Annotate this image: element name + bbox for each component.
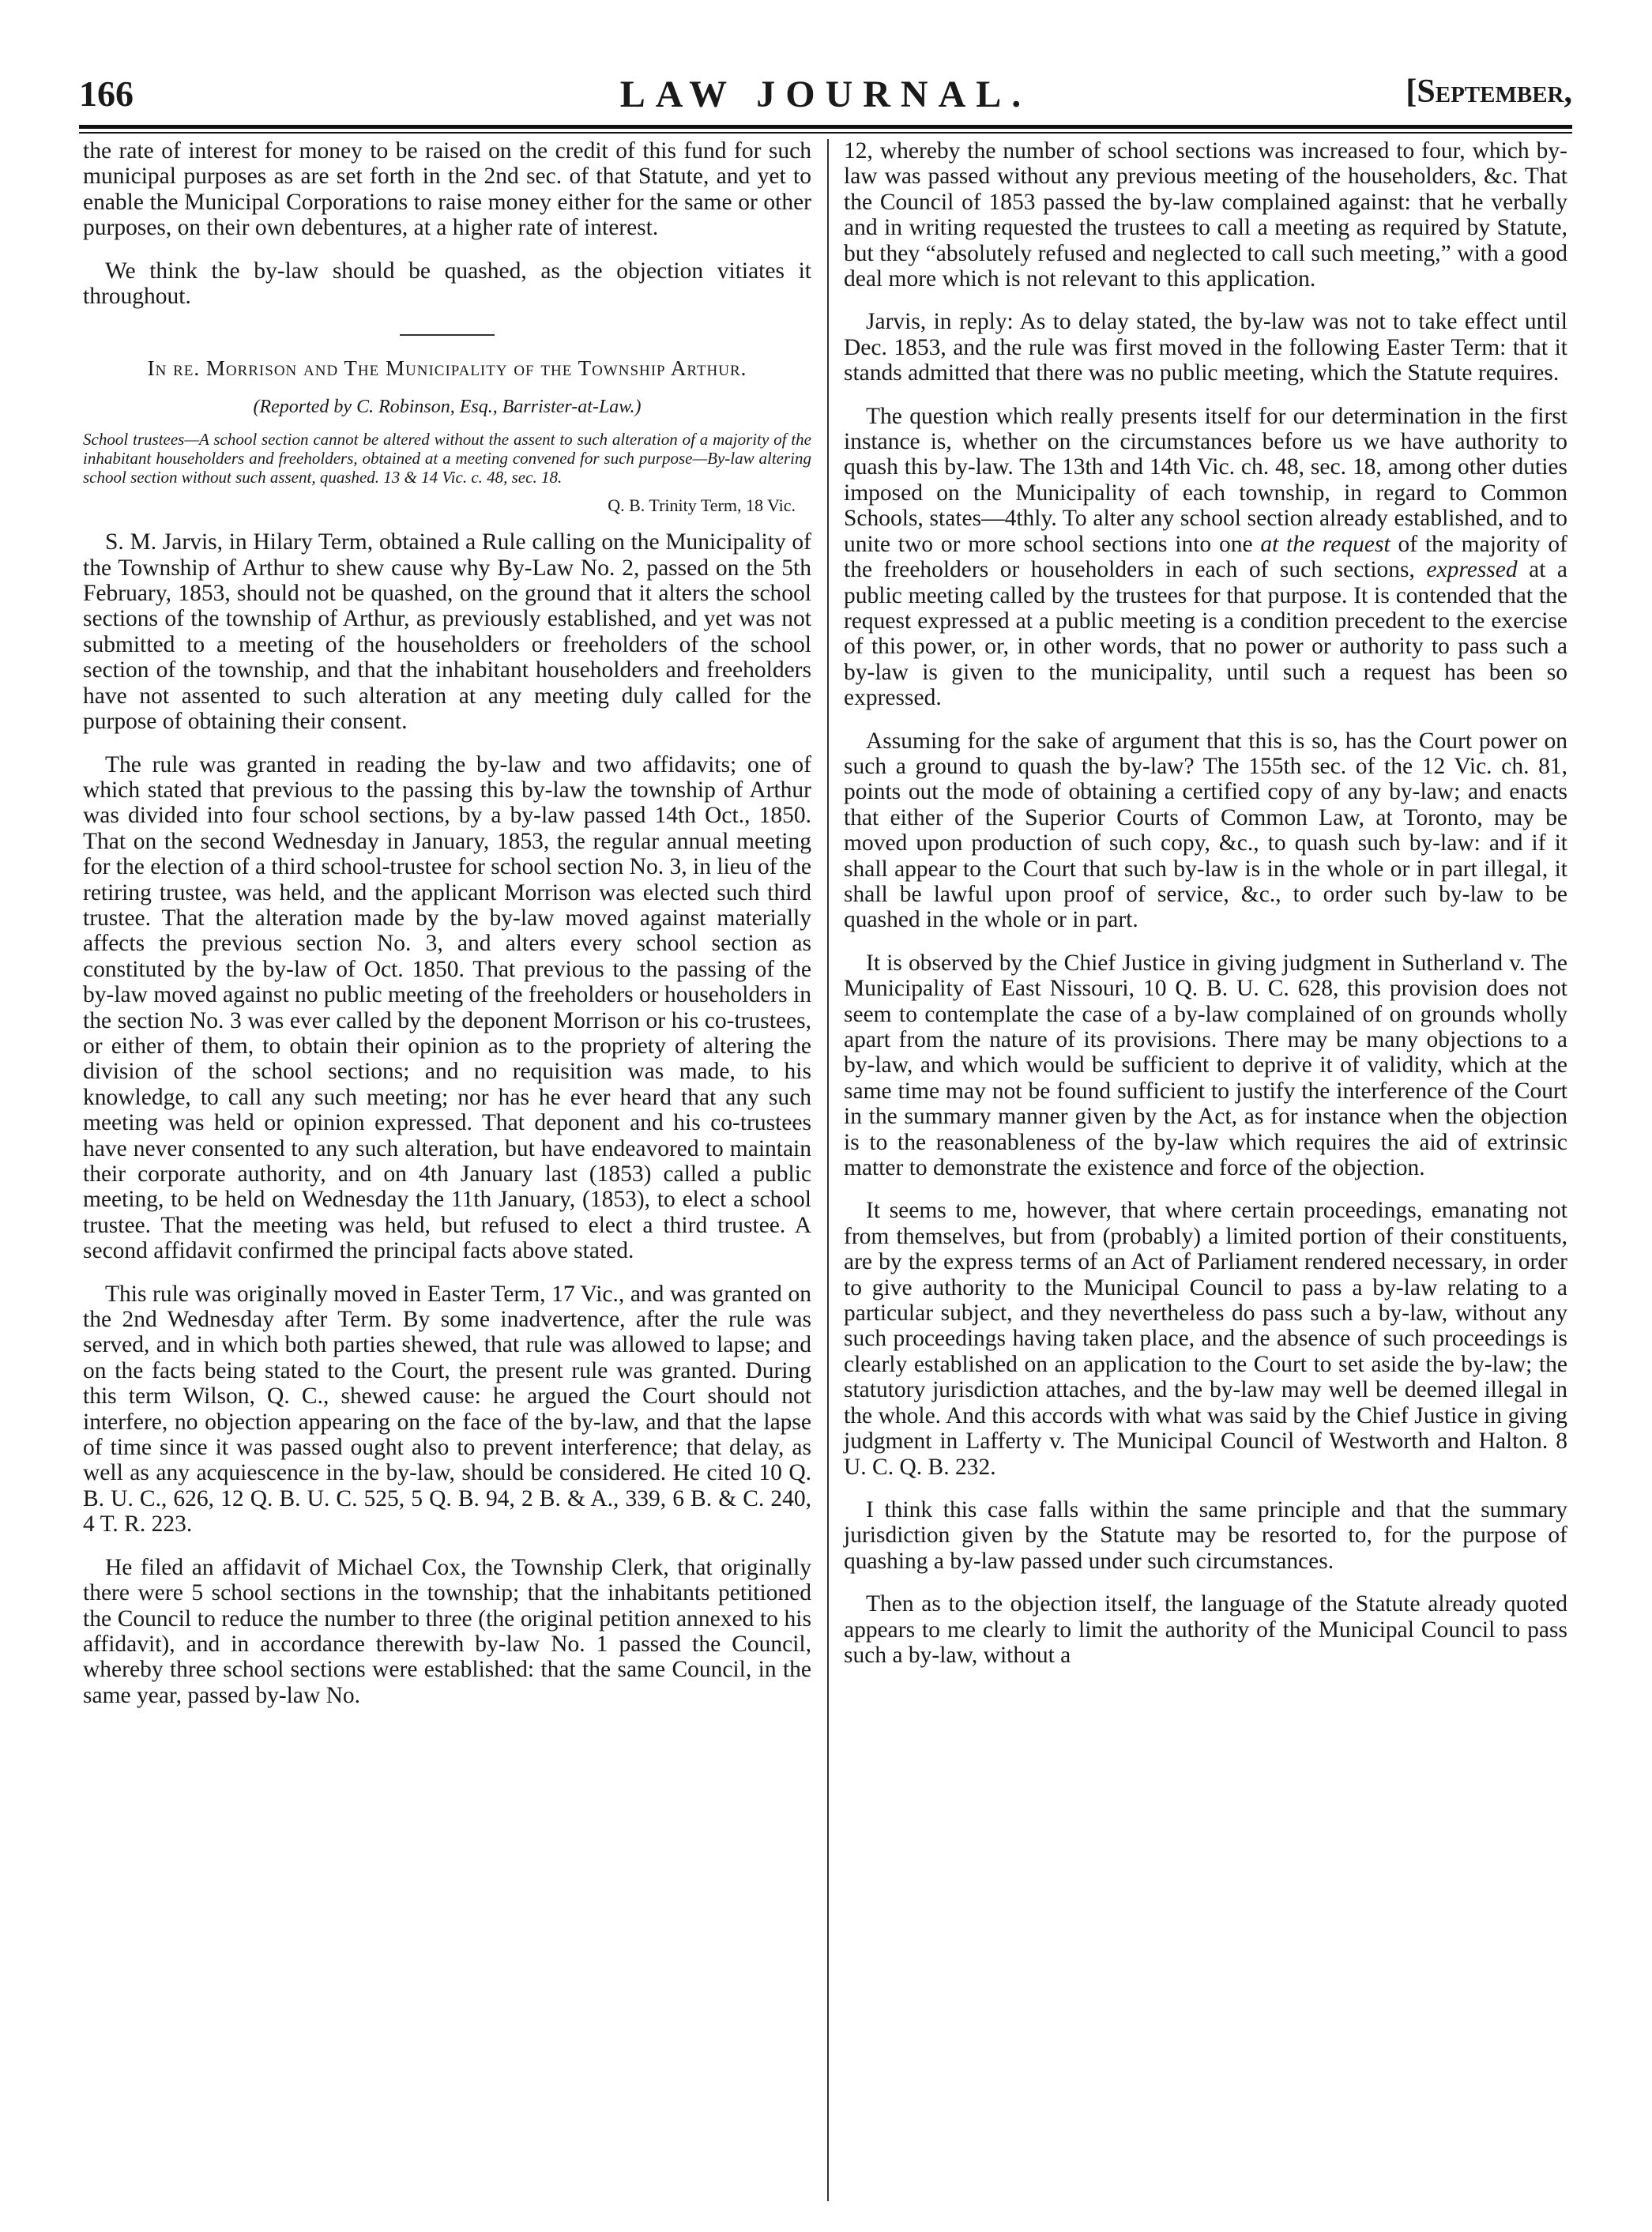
paragraph: He filed an affidavit of Michael Cox, the Township Clerk, that originally there were 5 school sections in the township; that the inhabitants petitioned the Council to reduce the number to three (the original petition annexed to his affidavit), and in accordance therewith by-law No. 1 passed the Council, whereby three school sections were established: that the same Council, in the same year, passed by-law No. — [83, 1554, 811, 1708]
headnote: School trustees—A school section cannot be altered without the assent to such alteration of a majority of the inhabitant householders and freeholders, obtained at a meeting convened for such purpose—By-law altering school section without such assent, quashed. 13 & 14 Vic. c. 48, sec. 18. — [83, 429, 811, 487]
header-rule-thick — [79, 125, 1572, 129]
paragraph: Jarvis, in reply: As to delay stated, the by-law was not to take effect until Dec. 1853, and the rule was first moved in the following Easter Term: that it stands admitted that there was no public meeting, which the Statute requires. — [844, 309, 1567, 386]
paragraph: It is observed by the Chief Justice in giving judgment in Sutherland v. The Municipality of East Nissouri, 10 Q. B. U. C. 628, this provision does not seem to contemplate the case of a by-law complained of on grounds wholly apart from the nature of its provisions. There may be many objections to a by-law, and which would be sufficient to deprive it of validity, which at the same time may not be found sufficient to justify the interference of the Court in the summary manner given by the Act, as for instance when the objection is to the reasonableness of the by-law which requires the aid of extrinsic matter to demonstrate the existence and force of the objection. — [844, 950, 1567, 1181]
paragraph: We think the by-law should be quashed, as the objection vitiates it throughout. — [83, 258, 811, 310]
italic-phrase: expressed — [1426, 557, 1518, 583]
page-number: 166 — [79, 73, 134, 114]
running-title: LAW JOURNAL. — [619, 73, 1032, 115]
running-month: [September, — [1406, 73, 1572, 110]
paragraph: I think this case falls within the same principle and that the summary jurisdiction given by the Statute may be resorted to, for the purpose of quashing a by-law passed under such circumstances. — [844, 1496, 1567, 1574]
term-citation: Q. B. Trinity Term, 18 Vic. — [608, 495, 796, 515]
paragraph: Assuming for the sake of argument that this is so, has the Court power on such a ground to quash the by-law? The 155th sec. of the 12 Vic. ch. 81, points out the mode of obtaining a certified copy of any by-law; and enacts that either of the Superior Courts of Common Law, at Toronto, may be moved upon production of such copy, &c., to quash such by-law: and if it shall appear to the Court that such by-law is in the whole or in part illegal, it shall be lawful upon proof of service, &c., to order such by-law to be quashed in the whole or in part. — [844, 728, 1567, 933]
text-run: The question which really presents itself for our determination in the first instance is, whether on the circumstances before us we have authority to quash this by-law. The 13th and 14th Vic. ch. 48, sec. 18, among other duties imposed on the Municipality of each township, in regard to Common Schools, states—4thly. To alter any school section already established, and to unite two or more school sections into one — [844, 403, 1567, 557]
section-divider — [400, 334, 495, 336]
italic-phrase: at the request — [1260, 531, 1390, 557]
column-divider — [827, 139, 829, 2201]
text-run: at a public meeting called by the trustees for that purpose. It is contended that the request expressed at a public meeting is a condition precedent to the exercise of this power, or, in other words, that no power or authority to pass such a by-law is given to the municipality, until such a request has been so expressed. — [844, 557, 1568, 711]
paragraph: 12, whereby the number of school sections was increased to four, which by-law was passed without any previous meeting of the householders, &c. That the Council of 1853 passed the by-law complained against: that he verbally and in writing requested the trustees to call a meeting as required by Statute, but they “absolutely refused and neglected to call such meeting,” with a good deal more which is not relevant to this application. — [844, 138, 1567, 292]
header-rule-thin — [79, 132, 1572, 134]
paragraph: It seems to me, however, that where certain proceedings, emanating not from themselves, but from (probably) a limited portion of their constituents, are by the express terms of an Act of Parliament rendered necessary, in order to give authority to the Municipal Council to pass a by-law relating to a particular subject, and they nevertheless do pass such a by-law, without any such proceedings having taken place, and the absence of such proceedings is clearly established on an application to the Court to set aside the by-law; the statutory jurisdiction attaches, and the by-law may well be deemed illegal in the whole. And this accords with what was said by the Chief Justice in giving judgment in Lafferty v. The Municipal Council of Westworth and Halton. 8 U. C. Q. B. 232. — [844, 1198, 1567, 1480]
right-column — [844, 138, 1567, 1685]
paragraph: The rule was granted in reading the by-law and two affidavits; one of which stated that previous to the passing this by-law the township of Arthur was divided into four school sections, by a by-law passed 14th Oct., 1850. That on the second Wednesday in January, 1853, the regular annual meeting for the election of a third school-trustee for school section No. 3, in lieu of the retiring trustee, was held, and the applicant Morrison was elected such third trustee. That the alteration made by the by-law moved against materially affects the previous section No. 3, and alters every school section as constituted by the by-law of Oct. 1850. That previous to the passing of the by-law moved against no public meeting of the freeholders or householders in the section No. 3 was ever called by the deponent Morrison or his co-trustees, or either of them, to obtain their opinion as to the propriety of altering the division of the school sections; and no requisition was made, to his knowledge, to call any such meeting; nor has he ever heard that any such meeting was held or opinion expressed. That deponent and his co-trustees have never consented to any such alteration, but have endeavored to maintain their corporate authority, and on 4th January last (1853) called a public meeting, to be held on Wednesday the 11th January, (1853), to elect a school trustee. That the meeting was held, but refused to elect a third trustee. A second affidavit confirmed the principal facts above stated. — [83, 751, 811, 1264]
paragraph: S. M. Jarvis, in Hilary Term, obtained a Rule calling on the Municipality of the Township of Arthur to shew cause why By-Law No. 2, passed on the 5th February, 1853, should not be quashed, on the ground that it alters the school sections of the township of Arthur, as previously established, and yet was not submitted to a meeting of the householders or freeholders of the school section of the township, and that the inhabitant householders and freeholders have not assented to such alteration at any meeting duly called for the purpose of obtaining their consent. — [83, 529, 811, 735]
page-header — [79, 73, 1572, 120]
left-column — [83, 138, 811, 1726]
text-run: of the majority of the freeholders or householders in each of such sections, — [844, 531, 1567, 583]
paragraph: This rule was originally moved in Easter Term, 17 Vic., and was granted on the 2nd Wednesday after Term. By some inadvertence, after the rule was served, and in which both parties shewed, that rule was allowed to lapse; and on the facts being stated to the Court, the present rule was granted. During this term Wilson, Q. C., shewed cause: he argued the Court should not interfere, no objection appearing on the face of the by-law, and that the lapse of time since it was passed ought also to prevent interference; that delay, as well as any acquiescence in the by-law, should be considered. He cited 10 Q. B. U. C., 626, 12 Q. B. U. C. 525, 5 Q. B. 94, 2 B. & A., 339, 6 B. & C. 240, 4 T. R. 223. — [83, 1281, 811, 1538]
reporter-line: (Reported by C. Robinson, Esq., Barrister-at-Law.) — [253, 397, 642, 418]
case-title: In re. Morrison and The Municipality of the Township Arthur. — [147, 356, 747, 381]
paragraph: Then as to the objection itself, the language of the Statute already quoted appears to me clearly to limit the authority of the Municipal Council to pass such a by-law, without a — [844, 1591, 1567, 1668]
paragraph — [844, 404, 1567, 711]
paragraph: the rate of interest for money to be raised on the credit of this fund for such municipal purposes as are set forth in the 2nd sec. of that Statute, and yet to enable the Municipal Corporations to raise money either for the same or other purposes, on their own debentures, at a higher rate of interest. — [83, 138, 811, 241]
